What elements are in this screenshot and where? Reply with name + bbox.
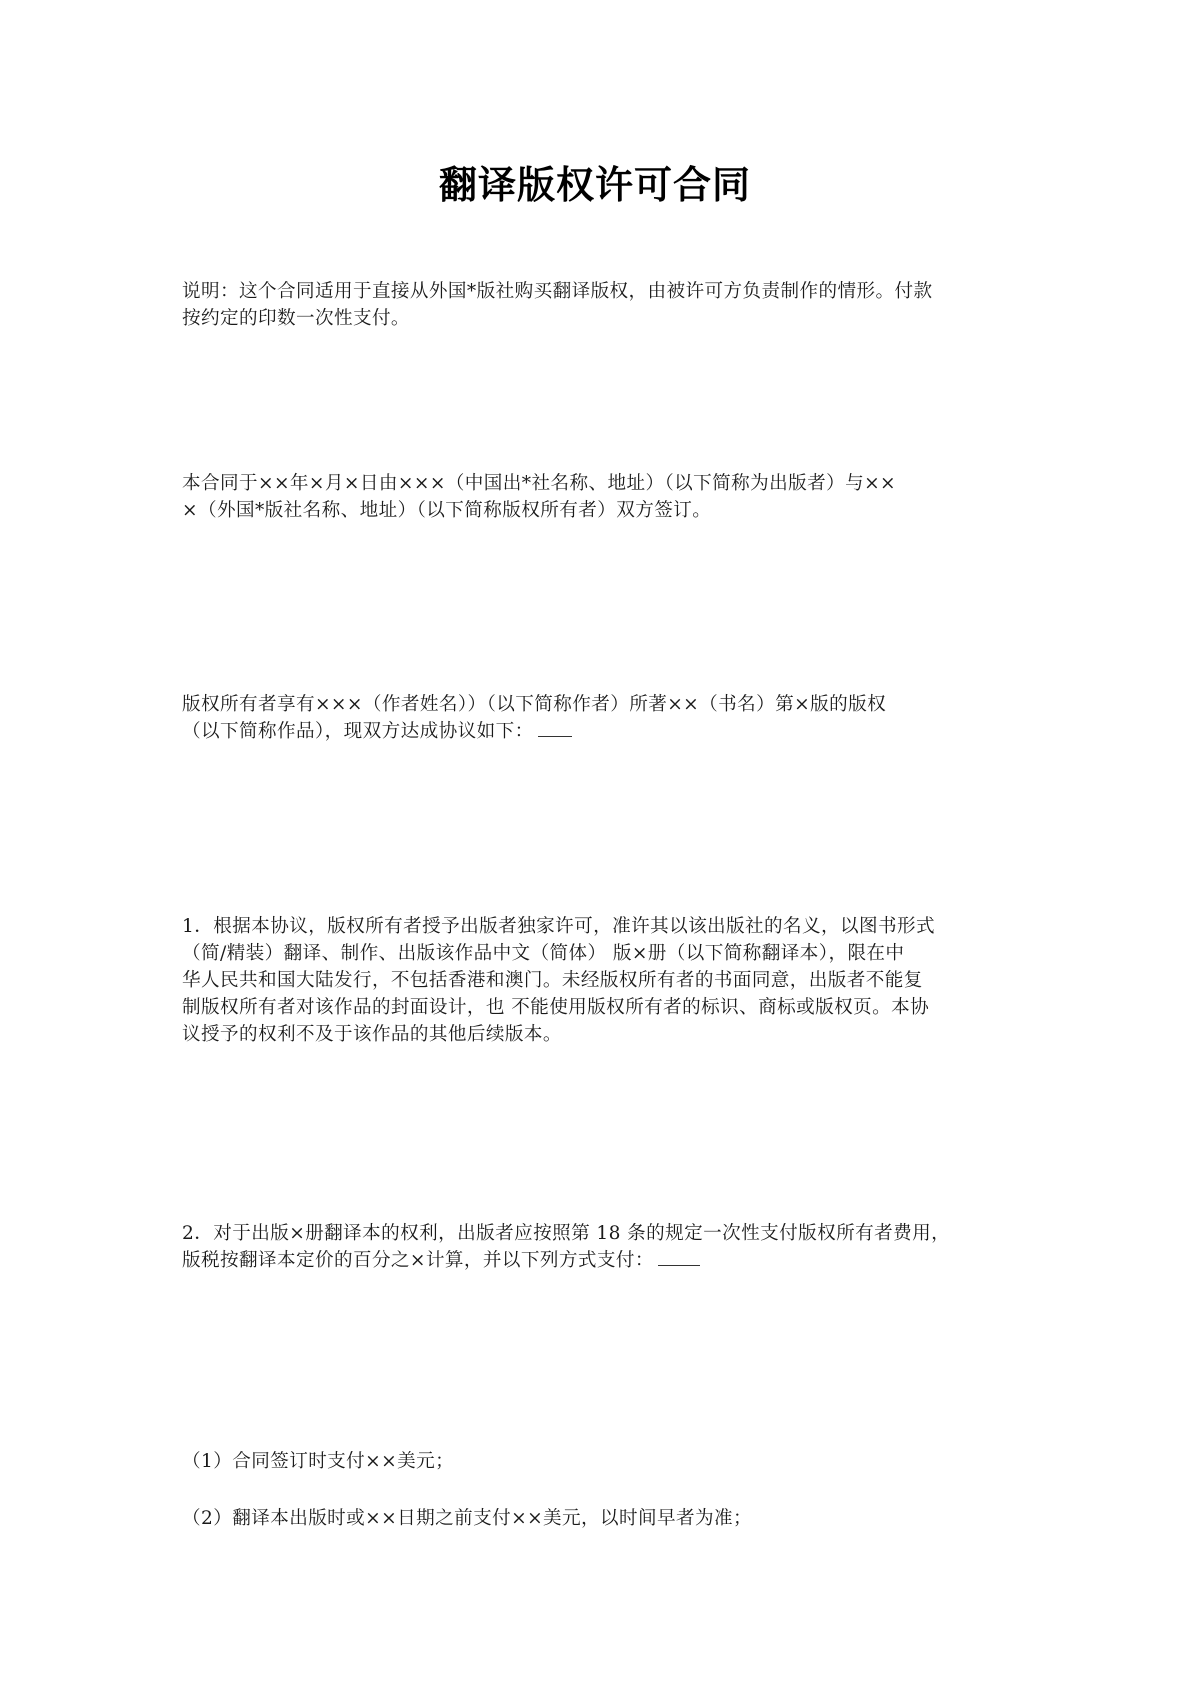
payment-item-1 [182, 1448, 1022, 1475]
preamble-line-2: （以下简称作品），现双方达成协议如下： [182, 721, 534, 742]
preamble-line-1: 版权所有者享有×××（作者姓名））（以下简称作者）所著××（书名）第×版的版权 [182, 694, 887, 715]
payment-item-2-text: （2）翻译本出版时或××日期之前支付××美元，以时间早者为准； [182, 1508, 752, 1529]
clause-1-line-3: 华人民共和国大陆发行，不包括香港和澳门。未经版权所有者的书面同意，出版者不能复 [182, 970, 923, 991]
clause-1-line-2: （简/精装）翻译、制作、出版该作品中文（简体） 版×册（以下简称翻译本），限在中 [182, 943, 905, 964]
parties-line-1: 本合同于××年×月×日由×××（中国出*社名称、地址）（以下简称为出版者）与×× [182, 473, 897, 494]
parties-paragraph [182, 470, 1022, 524]
note-line-2: 按约定的印数一次性支付。 [182, 308, 410, 329]
clause-2-line-2-wrap [182, 1247, 1022, 1274]
payment-item-2 [182, 1505, 1022, 1532]
clause-1-line-1: 1．根据本协议，版权所有者授予出版者独家许可，准许其以该出版社的名义，以图书形式 [182, 916, 935, 937]
preamble-paragraph [182, 691, 1022, 745]
clause-2-paragraph [182, 1220, 1022, 1274]
clause-1-paragraph [182, 913, 1022, 1048]
clause-2-line-2: 版税按翻译本定价的百分之×计算，并以下列方式支付： [182, 1250, 654, 1271]
fill-in-blank [538, 734, 572, 737]
clause-2-line-1: 2．对于出版×册翻译本的权利，出版者应按照第 18 条的规定一次性支付版权所有者费用， [182, 1223, 951, 1244]
preamble-line-2-wrap [182, 718, 1022, 745]
clause-1-line-5: 议授予的权利不及于该作品的其他后续版本。 [182, 1024, 562, 1045]
payment-item-1-text: （1）合同签订时支付××美元； [182, 1451, 455, 1472]
fill-in-blank [658, 1263, 700, 1266]
note-line-1: 说明：这个合同适用于直接从外国*版社购买翻译版权，由被许可方负责制作的情形。付款 [182, 281, 933, 302]
document-title: 翻译版权许可合同 [438, 162, 751, 207]
clause-1-line-4: 制版权所有者对该作品的封面设计，也 不能使用版权所有者的标识、商标或版权页。本协 [182, 997, 930, 1018]
parties-line-2: ×（外国*版社名称、地址）（以下简称版权所有者）双方签订。 [182, 500, 712, 521]
note-paragraph [182, 278, 1022, 332]
